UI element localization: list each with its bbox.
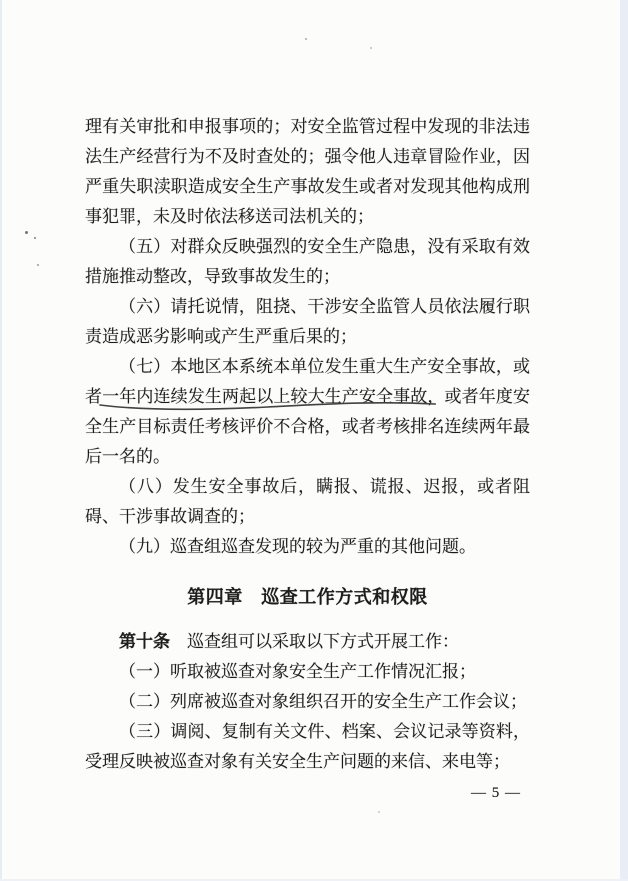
chapter-heading: 第四章 巡查工作方式和权限	[187, 587, 428, 607]
scan-speck	[305, 38, 307, 40]
scan-speck	[37, 264, 39, 266]
article-10-text: 巡查组可以采取以下方式开展工作：	[170, 632, 459, 651]
paragraph-article-10	[85, 627, 530, 657]
scan-edge-left	[0, 0, 2, 881]
paragraph-item-8: （八）发生安全事故后，瞒报、谎报、迟报，或者阻碍、干涉事故调查的；	[85, 477, 530, 526]
page-number: — 5 —	[471, 785, 521, 801]
scan-speck	[378, 811, 380, 813]
paragraph-item-7	[85, 352, 530, 472]
scan-speck	[370, 47, 372, 49]
scan-edge-right	[620, 0, 628, 881]
paragraph-continued: 理有关审批和申报事项的；对安全监管过程中发现的非法违法生产经营行为不及时查处的；强令他人违章冒险作业，因严重失职渎职造成安全生产事故发生或者对发现其他构成刑事犯罪，未及时依法移送司法机关的；	[85, 117, 530, 226]
hand-underlined-text	[102, 387, 427, 406]
item-7-text-before-underline: （七）本地区本系统本单位发生重大生产安全事故，或者	[85, 357, 530, 406]
scan-speck	[34, 237, 36, 239]
scan-speck	[25, 231, 28, 234]
paragraph-list-item-2: （二）列席被巡查对象组织召开的安全生产工作会议；	[119, 692, 527, 711]
paragraph-list-item-1: （一）听取被巡查对象安全生产工作情况汇报；	[119, 662, 476, 681]
page-content	[85, 112, 530, 777]
paragraph-item-5: （五）对群众反映强烈的安全生产隐患，没有采取有效措施推动整改，导致事故发生的；	[85, 237, 530, 286]
underlined-phrase: 一年内连续发生两起以上较大生产安全事故	[102, 387, 428, 406]
paragraph-list-item-3: （三）调阅、复制有关文件、档案、会议记录等资料，受理反映被巡查对象有关安全生产问题的来信、来电等；	[85, 722, 530, 771]
paragraph-item-9: （九）巡查组巡查发现的较为严重的其他问题。	[119, 537, 476, 556]
paragraph-item-6: （六）请托说情，阻挠、干涉安全监管人员依法履行职责造成恶劣影响或产生严重后果的；	[85, 297, 530, 346]
item-7-text-after-underline: ，或者年度安全生产目标责任考核评价不合格，或者考核排名连续两年最后一名的。	[85, 387, 531, 466]
article-number-label: 第十条	[119, 632, 170, 651]
